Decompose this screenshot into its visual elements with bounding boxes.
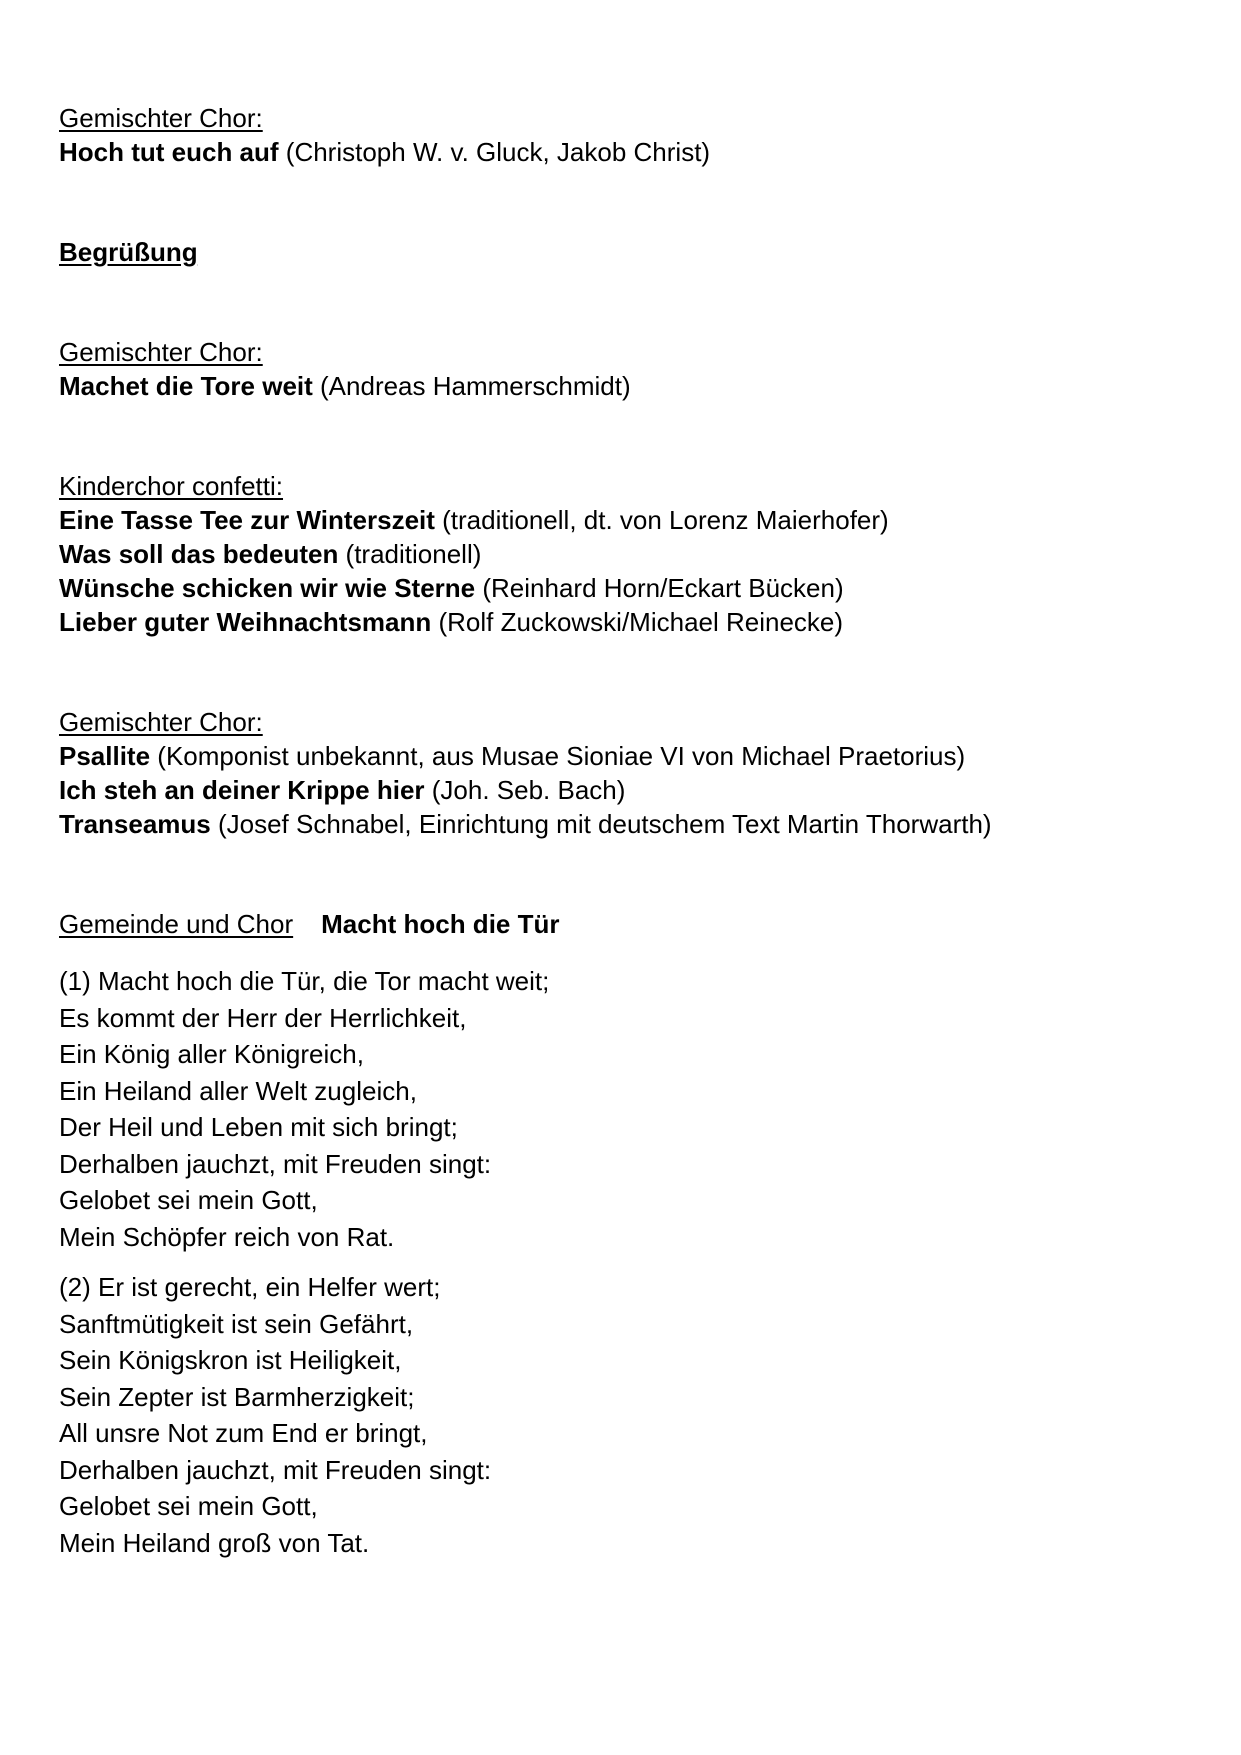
verse-line: Gelobet sei mein Gott, bbox=[59, 1491, 318, 1521]
verse-line: (1) Macht hoch die Tür, die Tor macht weit; bbox=[59, 966, 550, 996]
piece-title: Hoch tut euch auf bbox=[59, 137, 279, 167]
verse-line: (2) Er ist gerecht, ein Helfer wert; bbox=[59, 1272, 441, 1302]
piece-credits: (Christoph W. v. Gluck, Jakob Christ) bbox=[278, 137, 711, 167]
song-title: Macht hoch die Tür bbox=[321, 909, 560, 939]
piece-title: Psallite bbox=[59, 741, 151, 771]
piece-credits: (Reinhard Horn/Eckart Bücken) bbox=[475, 573, 844, 603]
piece-credits: (Rolf Zuckowski/Michael Reinecke) bbox=[431, 607, 844, 637]
verse-1 bbox=[59, 963, 1199, 1255]
section-heading: Gemischter Chor: bbox=[59, 707, 263, 737]
verse-2 bbox=[59, 1269, 1199, 1561]
piece-credits: (Komponist unbekannt, aus Musae Sioniae VI von Michael Praetorius) bbox=[150, 741, 966, 771]
section-greeting bbox=[59, 235, 1199, 269]
program-item bbox=[59, 807, 1199, 841]
program-item bbox=[59, 739, 1199, 773]
program-item bbox=[59, 503, 1199, 537]
piece-credits: (Josef Schnabel, Einrichtung mit deutschem Text Martin Thorwarth) bbox=[210, 809, 992, 839]
verse-line: Mein Heiland groß von Tat. bbox=[59, 1527, 370, 1558]
section-heading: Gemischter Chor: bbox=[59, 337, 263, 367]
piece-title: Wünsche schicken wir wie Sterne bbox=[59, 573, 476, 603]
song-performers: Gemeinde und Chor bbox=[59, 909, 294, 939]
verse-line: Es kommt der Herr der Herrlichkeit, bbox=[59, 1002, 467, 1033]
section-mixed-choir-1 bbox=[59, 101, 1199, 169]
section-mixed-choir-2 bbox=[59, 335, 1199, 403]
section-heading: Kinderchor confetti: bbox=[59, 471, 284, 501]
verse-line: Ein Heiland aller Welt zugleich, bbox=[59, 1075, 417, 1106]
verse-line: Gelobet sei mein Gott, bbox=[59, 1185, 318, 1215]
program-item bbox=[59, 369, 1199, 403]
section-mixed-choir-3 bbox=[59, 705, 1199, 841]
verse-line: Sein Königskron ist Heiligkeit, bbox=[59, 1345, 402, 1375]
program-item bbox=[59, 571, 1199, 605]
piece-title: Transeamus bbox=[59, 809, 211, 839]
piece-credits: (Andreas Hammerschmidt) bbox=[312, 371, 631, 401]
song-header bbox=[59, 907, 1199, 941]
program-item bbox=[59, 773, 1199, 807]
section-heading: Gemischter Chor: bbox=[59, 103, 263, 133]
greeting-heading: Begrüßung bbox=[59, 237, 198, 267]
piece-credits: (Joh. Seb. Bach) bbox=[424, 775, 626, 805]
piece-credits: (traditionell) bbox=[338, 539, 482, 569]
piece-title: Machet die Tore weit bbox=[59, 371, 313, 401]
verse-line: Sein Zepter ist Barmherzigkeit; bbox=[59, 1381, 415, 1412]
verse-line: Der Heil und Leben mit sich bringt; bbox=[59, 1112, 458, 1142]
program-item bbox=[59, 537, 1199, 571]
program-page bbox=[59, 101, 1199, 1575]
piece-credits: (traditionell, dt. von Lorenz Maierhofer) bbox=[434, 505, 889, 535]
verse-line: Ein König aller Königreich, bbox=[59, 1039, 364, 1069]
verse-line: All unsre Not zum End er bringt, bbox=[59, 1418, 428, 1448]
program-item bbox=[59, 135, 1199, 169]
verse-line: Mein Schöpfer reich von Rat. bbox=[59, 1221, 395, 1252]
verse-line: Derhalben jauchzt, mit Freuden singt: bbox=[59, 1454, 492, 1485]
program-item bbox=[59, 605, 1199, 639]
verse-line: Derhalben jauchzt, mit Freuden singt: bbox=[59, 1148, 492, 1179]
piece-title: Was soll das bedeuten bbox=[59, 539, 339, 569]
verse-line: Sanftmütigkeit ist sein Gefährt, bbox=[59, 1308, 414, 1339]
piece-title: Lieber guter Weihnachtsmann bbox=[59, 607, 432, 637]
piece-title: Eine Tasse Tee zur Winterszeit bbox=[59, 505, 435, 535]
piece-title: Ich steh an deiner Krippe hier bbox=[59, 775, 425, 805]
section-children-choir bbox=[59, 469, 1199, 639]
